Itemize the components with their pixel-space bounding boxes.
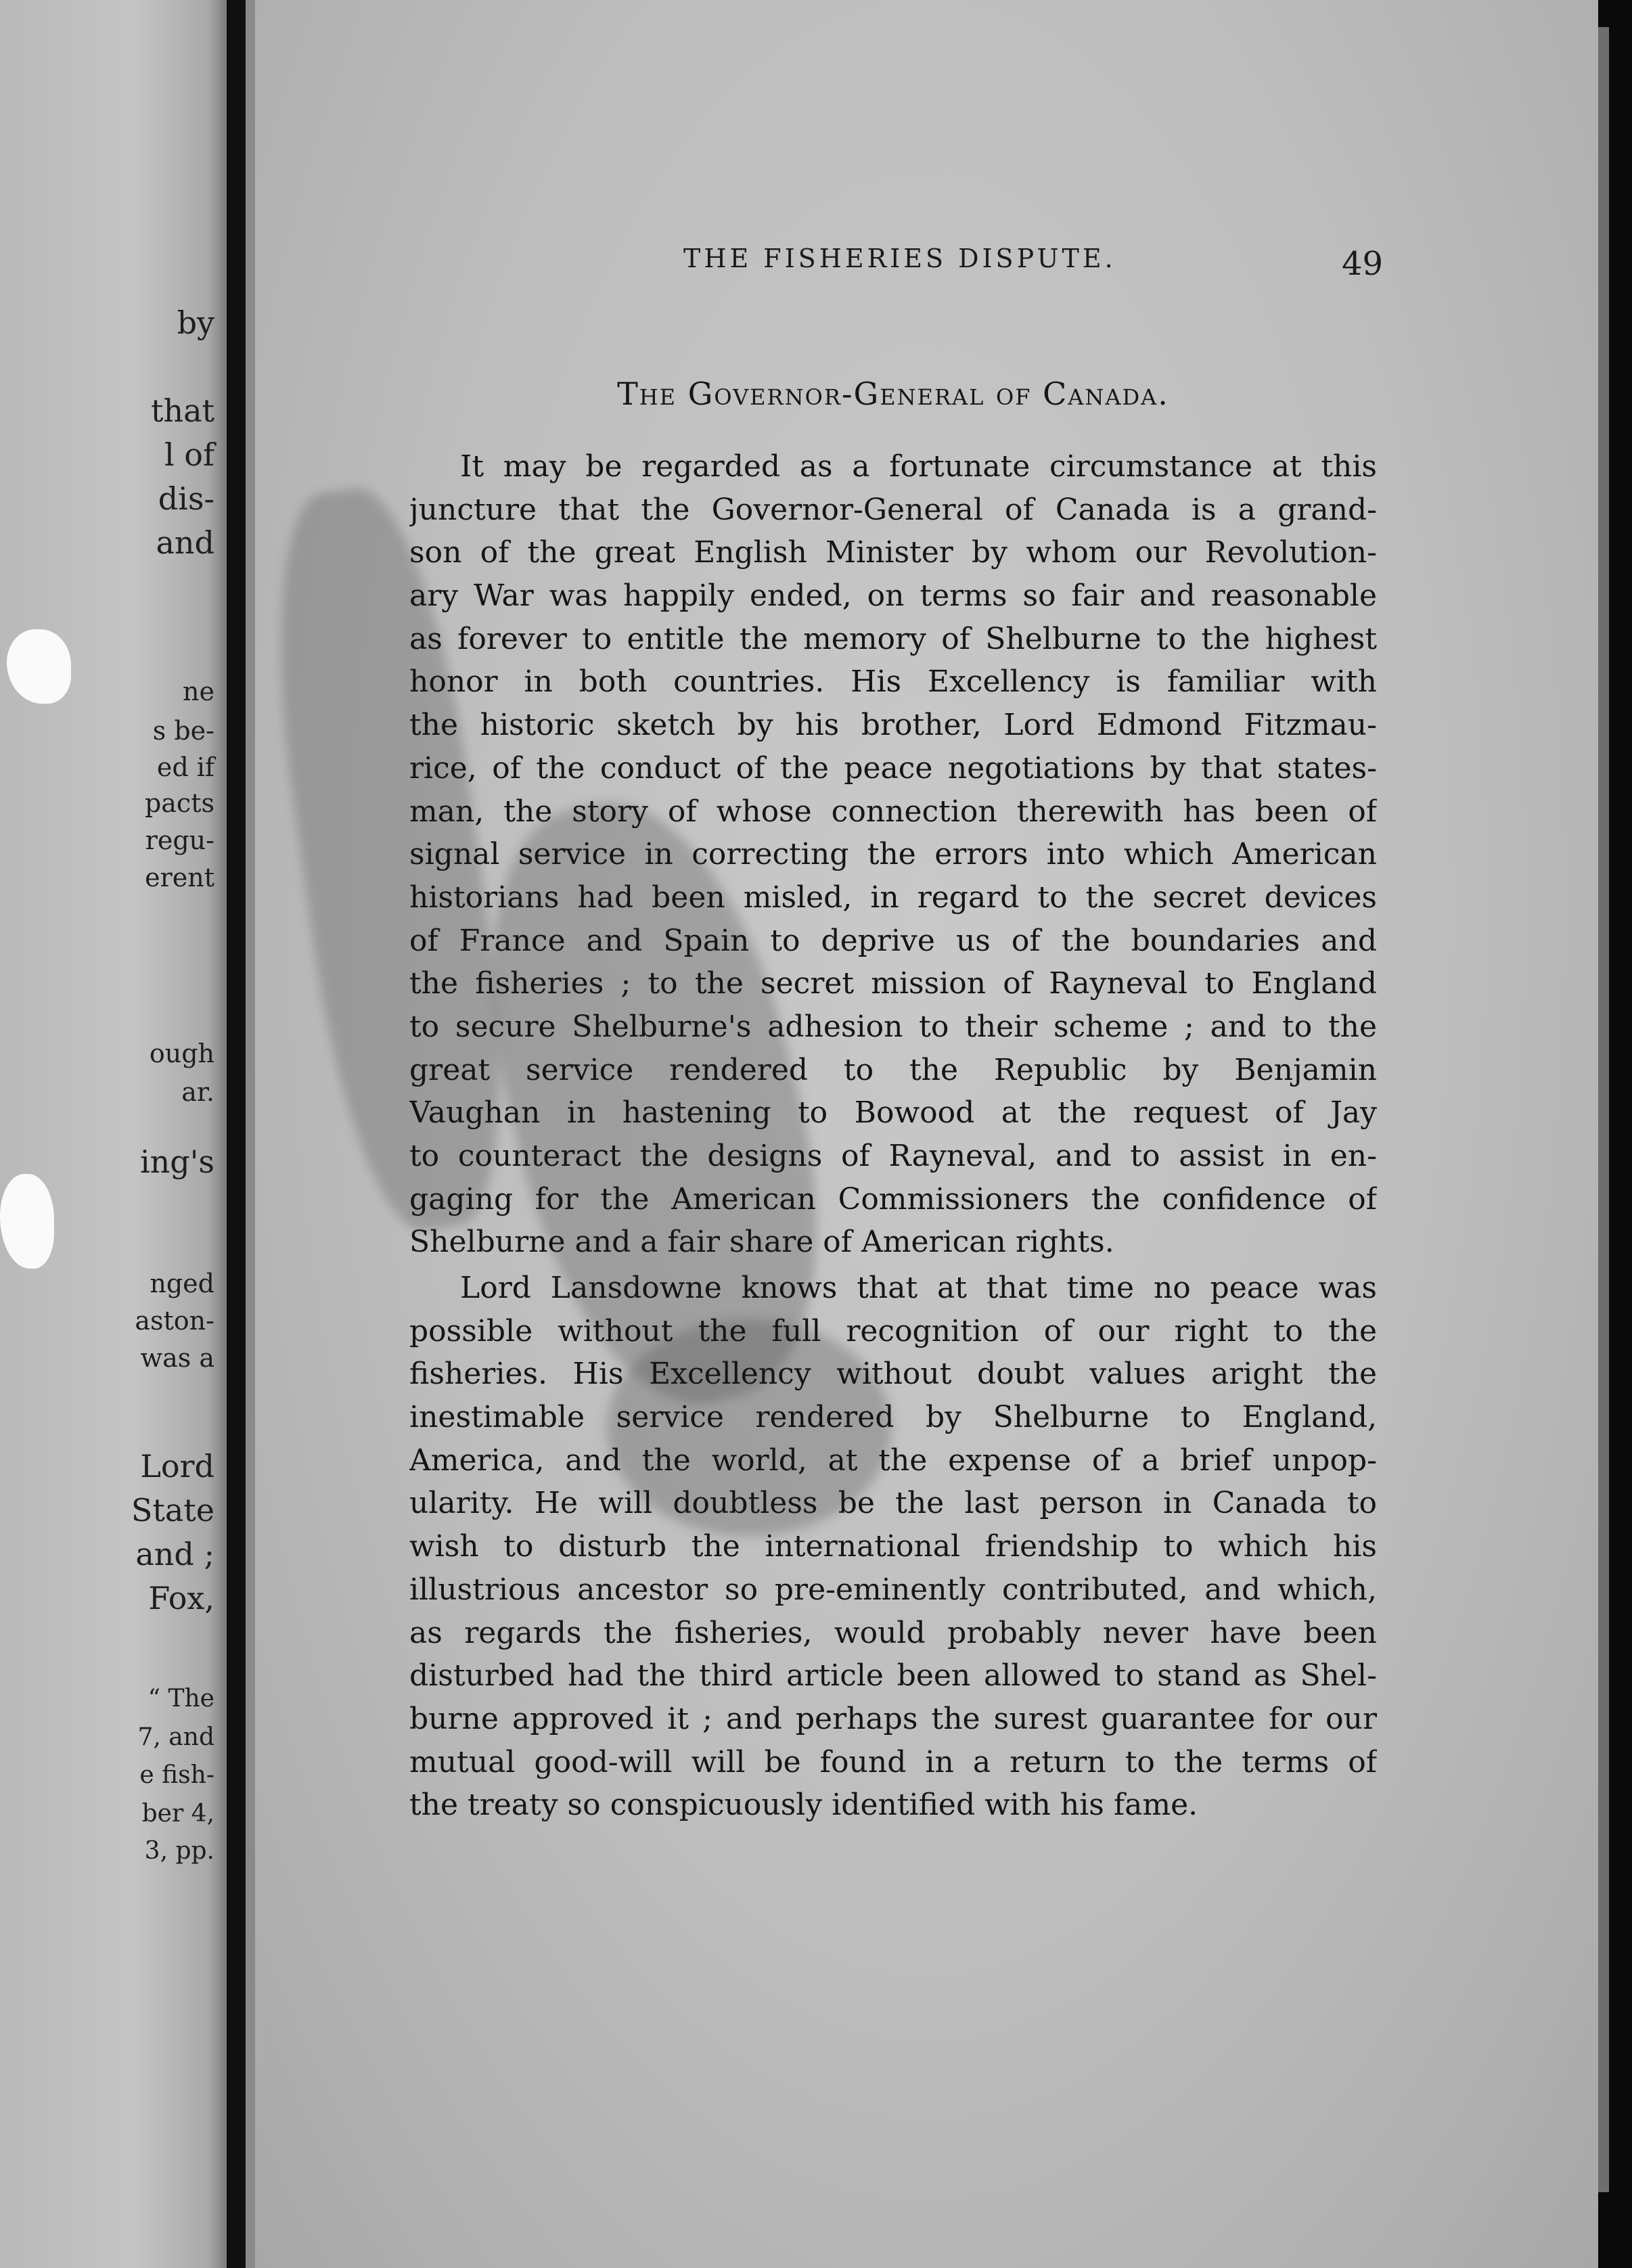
text-line-wrapper [409,1005,1377,1049]
text-line-wrapper [409,618,1377,661]
text-line-wrapper [409,747,1377,790]
left-page-fragment: aston- [135,1306,214,1336]
left-page-fragment: ber 4, [141,1800,214,1828]
text-line-wrapper [409,1568,1377,1612]
text-line-wrapper [409,704,1377,747]
text-line-wrapper [409,1396,1377,1439]
text-line-wrapper [409,1221,1377,1264]
left-page-fragment: ar. [181,1077,214,1107]
text-line-wrapper [409,1439,1377,1482]
text-line: ary War was happily ended, on terms so fair and reasonable [409,579,1377,614]
text-line: America, and the world, at the expense of a brief unpop- [409,1443,1377,1478]
text-line: as forever to entitle the memory of Shelburne to the highest [409,621,1377,656]
text-line: signal service in correcting the errors into which American [409,837,1377,872]
left-page-fragment: regu- [145,825,214,855]
text-line-wrapper [409,1482,1377,1525]
text-line: as regards the fisheries, would probably never have been [409,1615,1377,1650]
text-line: wish to disturb the international friendship to which his [409,1529,1377,1564]
left-page-fragment: Lord [140,1448,214,1484]
left-page-fragment: by [177,304,214,341]
text-line-wrapper [409,574,1377,618]
section-heading: The Governor-General of Canada. [617,376,1169,412]
text-line: mutual good-will will be found in a return to the terms of [409,1744,1377,1779]
text-line: Vaughan in hastening to Bowood at the request of Jay [409,1095,1377,1131]
paper-damage-spot [0,1174,54,1269]
text-line-wrapper [409,1741,1377,1784]
text-line: disturbed had the third article been allowed to stand as Shel- [409,1658,1377,1694]
text-line-wrapper [409,1353,1377,1396]
text-line: to secure Shelburne's adhesion to their scheme ; and to the [409,1009,1377,1044]
left-page-fragment: Fox, [148,1580,214,1616]
book-gutter-shadow [246,0,255,2268]
left-page-fragment: s be- [152,716,214,746]
text-line: honor in both countries. His Excellency is familiar with [409,664,1377,700]
paragraph-1 [409,445,1377,1264]
text-line: illustrious ancestor so pre-eminently contributed, and which, [409,1572,1377,1607]
left-page-fragment: and ; [135,1536,214,1572]
left-page-fragment: ne [183,677,214,706]
left-page-fragment: 3, pp. [144,1837,214,1865]
page-edge [1598,27,1609,2192]
text-line: historians had been misled, in regard to the secret devices [409,880,1377,915]
left-page-fragment: that [150,392,214,429]
text-line: the historic sketch by his brother, Lord Edmond Fitzmau- [409,708,1377,743]
left-page-fragment: ing's [139,1143,214,1180]
left-page-fragment: e fish- [139,1761,214,1789]
text-line: gaging for the American Commissioners the confidence of [409,1181,1377,1217]
left-page-fragment: l of [164,436,214,473]
text-line-wrapper [409,876,1377,920]
text-line: to counteract the designs of Rayneval, and to assist in en- [409,1139,1377,1173]
text-line-wrapper [409,920,1377,963]
left-page-fragment: “ The [148,1685,214,1713]
text-line: Shelburne and a fair share of American rights. [409,1225,1114,1260]
text-line: the treaty so conspicuously identified with his fame. [409,1788,1198,1823]
text-line: great service rendered to the Republic by Benjamin [409,1052,1377,1087]
text-line: juncture that the Governor-General of Canada is a grand- [409,492,1377,527]
text-line-wrapper [409,1091,1377,1135]
running-head: THE FISHERIES DISPUTE. [683,244,1116,273]
text-line-wrapper [409,790,1377,834]
text-line: fisheries. His Excellency without doubt values aright the [409,1357,1377,1392]
text-line-wrapper [409,1178,1377,1221]
text-line: ularity. He will doubtless be the last person in Canada to [409,1486,1377,1521]
paragraph-2 [409,1267,1377,1827]
left-page-fragment: pacts [144,788,214,818]
text-line-wrapper [409,445,1377,489]
page-number: 49 [1342,245,1384,283]
left-page-fragment: nged [150,1269,214,1298]
text-line-wrapper [409,1784,1377,1827]
text-line-wrapper [409,489,1377,532]
book-gutter [227,0,246,2268]
left-page-fragment: dis- [158,480,214,517]
text-line-wrapper [409,1310,1377,1353]
left-page-fragment: ed if [156,752,214,782]
text-line: possible without the full recognition of our right to the [409,1313,1377,1348]
text-line-wrapper [409,660,1377,704]
left-page-fragment: ough [149,1039,214,1068]
text-line: son of the great English Minister by whom our Revolution- [409,535,1377,570]
left-page-fragment: 7, and [137,1723,214,1751]
left-page [0,0,227,2268]
text-line-wrapper [409,1525,1377,1568]
paper-damage-spot [7,629,71,704]
left-page-fragment: State [131,1492,214,1528]
text-line-wrapper [409,1267,1377,1310]
text-line-wrapper [409,531,1377,574]
left-page-fragment: erent [145,863,214,892]
text-line-wrapper [409,833,1377,876]
text-line-wrapper [409,1049,1377,1092]
text-line-wrapper [409,1698,1377,1741]
text-line: rice, of the conduct of the peace negotiations by that states- [409,750,1377,786]
text-line: man, the story of whose connection therewith has been of [409,794,1377,829]
text-line: burne approved it ; and perhaps the surest guarantee for our [409,1701,1377,1736]
left-page-fragment: and [156,524,214,561]
text-line: the fisheries ; to the secret mission of Rayneval to England [409,966,1377,1001]
text-line-wrapper [409,1654,1377,1698]
text-line-wrapper [409,1612,1377,1655]
text-line: Lord Lansdowne knows that at that time no peace was [460,1271,1377,1305]
text-line: It may be regarded as a fortunate circumstance at this [460,449,1377,484]
text-line-wrapper [409,962,1377,1005]
left-page-fragment: was a [140,1343,214,1373]
text-line: inestimable service rendered by Shelburne to England, [409,1400,1377,1435]
text-line: of France and Spain to deprive us of the boundaries and [409,923,1377,958]
text-line-wrapper [409,1135,1377,1178]
